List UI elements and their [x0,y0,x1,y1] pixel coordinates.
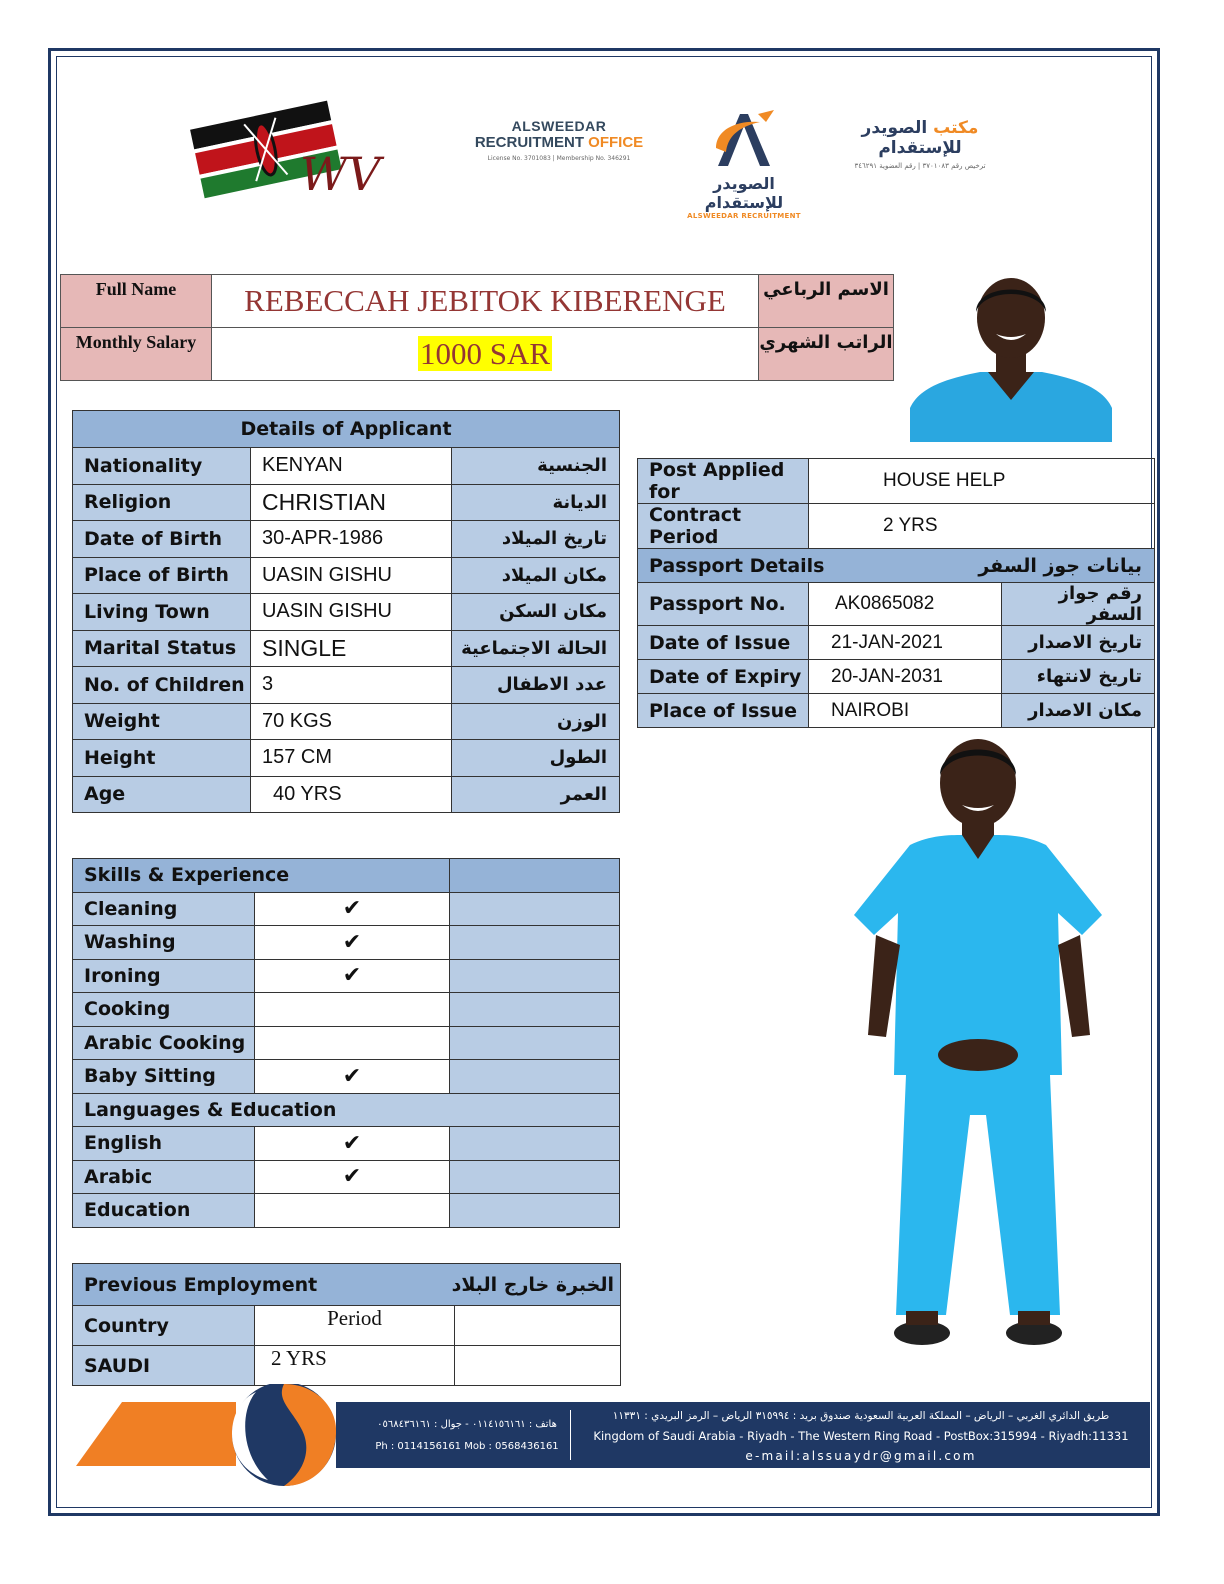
details-label-ar: الديانة [451,484,619,521]
skill-extra [450,959,620,993]
details-label: Religion [73,484,251,521]
full-name-row [61,275,894,328]
details-label-ar: تاريخ الميلاد [451,521,619,558]
passport-value: 20-JAN-2031 [809,660,1002,694]
passport-section-title: Passport Details [649,554,825,577]
alsweedar-a-logo [676,108,812,220]
passport-section-header [638,549,1155,583]
language-check: ✔ [255,1160,450,1194]
details-label-ar: مكان السكن [451,594,619,631]
previous-columns-row [73,1306,621,1346]
passport-value: NAIROBI [809,694,1002,728]
details-value: UASIN GISHU [250,594,451,631]
skill-row [73,1026,620,1060]
applicant-headshot [910,268,1112,442]
details-row [73,448,620,485]
language-check: ✔ [255,1127,450,1161]
arabic-office-license: ترخيص رقم ٣٧٠١٠٨٣ | رقم العضوية ٣٤٦٢٩١ [854,162,986,170]
language-label: English [73,1127,255,1161]
skills-header-empty [450,859,620,893]
details-value: 30-APR-1986 [250,521,451,558]
footer-email: e-mail:alssuaydr@gmail.com [745,1449,977,1463]
details-label: Weight [73,703,251,740]
details-row [73,630,620,667]
passport-label-ar: مكان الاصدار [1002,694,1155,728]
details-row [73,521,620,558]
passport-row [638,694,1155,728]
language-check [255,1194,450,1228]
name-salary-table [60,274,894,381]
details-label: Living Town [73,594,251,631]
skill-check: ✔ [255,892,450,926]
passport-section-row [638,549,1155,583]
languages-title: Languages & Education [73,1093,620,1127]
details-row [73,594,620,631]
passport-row [638,660,1155,694]
passport-row [638,583,1155,626]
wv-logo [188,100,408,204]
previous-extra [455,1346,621,1386]
details-title: Details of Applicant [73,411,620,448]
a-mark-icon [676,108,812,170]
skill-label: Baby Sitting [73,1060,255,1094]
passport-label-ar: تاريخ الاصدار [1002,626,1155,660]
languages-header-row [73,1093,620,1127]
skill-row [73,1060,620,1094]
salary-label-ar: الراتب الشهري [759,328,894,381]
footer-address-ar: طريق الدائري الغربي – الرياض – المملكة العربية السعودية صندوق بريد : ٣١٥٩٩٤ الرياض – الرمز البريدي : ١١٣٣١ [612,1410,1110,1422]
details-row [73,667,620,704]
skill-label: Cooking [73,993,255,1027]
previous-title: Previous Employment [84,1273,318,1296]
skill-check: ✔ [255,959,450,993]
skill-row [73,892,620,926]
contract-label: Contract Period [638,504,809,549]
alsweedar-logo-line2 [474,134,644,151]
skill-extra [450,1026,620,1060]
previous-country: SAUDI [73,1346,255,1386]
arabic-office-name: الصويدر للإستقدام [861,118,962,158]
contract-row [638,504,1155,549]
details-value: CHRISTIAN [250,484,451,521]
passport-label: Passport No. [638,583,809,626]
passport-label-ar: رقم جواز السفر [1002,583,1155,626]
details-label: Height [73,740,251,777]
skill-label: Washing [73,926,255,960]
applicant-full-photo [850,735,1110,1355]
post-row [638,459,1155,504]
details-label: Marital Status [73,630,251,667]
language-row [73,1194,620,1228]
details-value: UASIN GISHU [250,557,451,594]
previous-extra [455,1306,621,1346]
details-label-ar: عدد الاطفال [451,667,619,704]
contract-value: 2 YRS [809,504,1155,549]
salary-label: Monthly Salary [61,328,212,381]
previous-header [73,1264,621,1306]
language-row [73,1160,620,1194]
full-name-label-ar: الاسم الرباعي [759,275,894,328]
salary-row [61,328,894,381]
post-value: HOUSE HELP [809,459,1155,504]
skill-extra [450,1060,620,1094]
details-label: Nationality [73,448,251,485]
wv-logo-text: WV [300,147,381,201]
period-column-label: Period [255,1306,455,1346]
details-header-row [73,411,620,448]
center-logo-en: ALSWEEDAR RECRUITMENT [687,212,801,220]
footer-contact-en: Ph : 0114156161 Mob : 0568436161 [375,1441,559,1452]
alsweedar-logo-line1: ALSWEEDAR [511,118,607,134]
alsweedar-license: License No. 3701083 | Membership No. 346291 [487,155,631,162]
details-label: Age [73,776,251,813]
details-row [73,484,620,521]
full-name-value: REBECCAH JEBITOK KIBERENGE [212,275,759,328]
skill-label: Arabic Cooking [73,1026,255,1060]
footer-divider [570,1410,571,1460]
passport-label: Date of Issue [638,626,809,660]
details-label: Date of Birth [73,521,251,558]
skill-row [73,959,620,993]
details-value: SINGLE [250,630,451,667]
details-label-ar: الطول [451,740,619,777]
skill-check: ✔ [255,926,450,960]
full-name-label: Full Name [61,275,212,328]
passport-label: Place of Issue [638,694,809,728]
skill-row [73,993,620,1027]
language-extra [450,1194,620,1228]
previous-title-ar: الخبرة خارج البلاد [451,1273,614,1296]
details-row [73,776,620,813]
language-label: Arabic [73,1160,255,1194]
details-value: 157 CM [250,740,451,777]
details-label-ar: مكان الميلاد [451,557,619,594]
passport-value: AK0865082 [809,583,1002,626]
footer-contact [368,1414,566,1458]
details-row [73,740,620,777]
details-label-ar: الوزن [451,703,619,740]
post-passport-table [637,458,1155,728]
details-label-ar: الجنسية [451,448,619,485]
skill-label: Ironing [73,959,255,993]
skill-extra [450,892,620,926]
arabic-office-title [826,118,1014,158]
salary-value: 1000 SAR [419,336,551,371]
alsweedar-logo [474,118,644,178]
details-table [72,410,620,813]
details-label: Place of Birth [73,557,251,594]
skills-header-row [73,859,620,893]
salary-cell [212,328,759,381]
passport-value: 21-JAN-2021 [809,626,1002,660]
details-value: 70 KGS [250,703,451,740]
post-label: Post Applied for [638,459,809,504]
skill-check [255,993,450,1027]
details-row [73,703,620,740]
details-value: KENYAN [250,448,451,485]
footer [76,1384,1150,1488]
skills-table [72,858,620,1228]
passport-section-title-ar: بيانات جوز السفر [978,554,1142,577]
skill-row [73,926,620,960]
language-extra [450,1160,620,1194]
previous-employment-table [72,1263,621,1386]
footer-address [578,1406,1144,1466]
previous-row [73,1346,621,1386]
footer-address-en: Kingdom of Saudi Arabia - Riyadh - The Western Ring Road - PostBox:315994 - Riyadh:11331 [593,1429,1129,1443]
skills-title: Skills & Experience [73,859,450,893]
country-column-label: Country [73,1306,255,1346]
details-value: 40 YRS [250,776,451,813]
skill-extra [450,926,620,960]
passport-row [638,626,1155,660]
alsweedar-recruitment: RECRUITMENT [474,134,584,151]
passport-label: Date of Expiry [638,660,809,694]
language-row [73,1127,620,1161]
arabic-office-word: مكتب [933,118,979,138]
details-label-ar: العمر [451,776,619,813]
passport-label-ar: تاريخ لانتهاء [1002,660,1155,694]
details-label: No. of Children [73,667,251,704]
footer-contact-ar: هاتف : ٠١١٤١٥٦١٦١ - جوال : ٠٥٦٨٤٣٦١٦١ [377,1419,557,1430]
skill-check [255,1026,450,1060]
skill-check: ✔ [255,1060,450,1094]
arabic-office-logo [826,118,1014,170]
previous-period: 2 YRS [255,1346,455,1386]
skill-label: Cleaning [73,892,255,926]
details-label-ar: الحالة الاجتماعية [451,630,619,667]
skill-extra [450,993,620,1027]
details-row [73,557,620,594]
alsweedar-office: OFFICE [588,134,644,151]
footer-logo-icon [76,1384,346,1488]
previous-header-row [73,1264,621,1306]
details-value: 3 [250,667,451,704]
center-logo-ar: الصويدر للإستقدام [704,174,784,212]
language-extra [450,1127,620,1161]
language-label: Education [73,1194,255,1228]
